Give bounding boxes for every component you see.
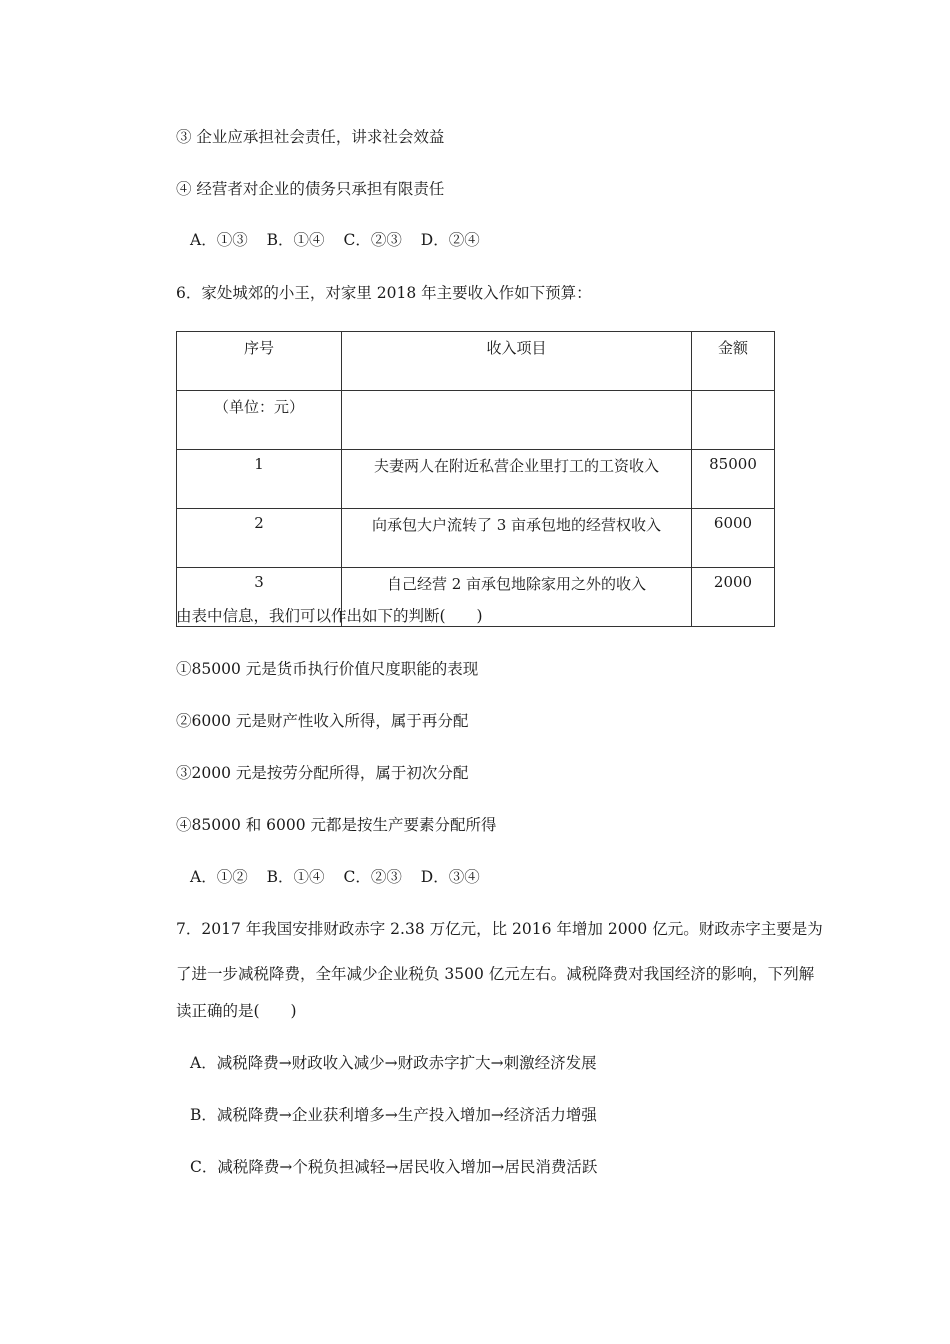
empty-cell xyxy=(692,391,775,450)
q6-option-c: C．②③ xyxy=(343,868,402,886)
header-amount: 金额 xyxy=(692,332,775,391)
q6-option-b: B．①④ xyxy=(266,868,325,886)
q6-stem: 6．家处城郊的小王，对家里 2018 年主要收入作如下预算： xyxy=(176,284,592,302)
q6-options xyxy=(190,866,494,888)
q5-option-c: C．②③ xyxy=(343,231,402,249)
cell-serial: 3 xyxy=(177,568,342,627)
q6-statement-4: ④85000 和 6000 元都是按生产要素分配所得 xyxy=(176,816,497,834)
table-row xyxy=(177,450,775,509)
q7-stem-line-3: 读正确的是( ) xyxy=(176,1002,297,1020)
q6-question: 由表中信息，我们可以作出如下的判断( ) xyxy=(176,607,483,625)
table-header-row xyxy=(177,332,775,391)
cell-item: 向承包大户流转了 3 亩承包地的经营权收入 xyxy=(342,509,692,568)
cell-serial: 1 xyxy=(177,450,342,509)
q5-statement-4: ④ 经营者对企业的债务只承担有限责任 xyxy=(176,180,445,198)
cell-amount: 85000 xyxy=(692,450,775,509)
q7-stem-line-2: 了进一步减税降费，全年减少企业税负 3500 亿元左右。减税降费对我国经济的影响，下列解 xyxy=(176,965,815,983)
income-budget-table xyxy=(176,331,775,627)
q6-statement-1: ①85000 元是货币执行价值尺度职能的表现 xyxy=(176,660,479,678)
q5-options xyxy=(190,229,494,251)
q5-statement-3: ③ 企业应承担社会责任，讲求社会效益 xyxy=(176,128,445,146)
q7-option-a: A．减税降费→财政收入减少→财政赤字扩大→刺激经济发展 xyxy=(190,1054,597,1072)
cell-item: 自己经营 2 亩承包地除家用之外的收入 xyxy=(342,568,692,627)
empty-cell xyxy=(342,391,692,450)
q6-statement-3: ③2000 元是按劳分配所得，属于初次分配 xyxy=(176,764,469,782)
q5-option-d: D．②④ xyxy=(420,231,480,249)
q6-statement-2: ②6000 元是财产性收入所得，属于再分配 xyxy=(176,712,469,730)
q7-stem-line-1: 7．2017 年我国安排财政赤字 2.38 万亿元，比 2016 年增加 2000 亿元。财政赤字主要是为 xyxy=(176,920,823,938)
cell-amount: 6000 xyxy=(692,509,775,568)
q6-option-a: A．①② xyxy=(190,868,248,886)
q5-option-b: B．①④ xyxy=(266,231,325,249)
q6-option-d: D．③④ xyxy=(420,868,480,886)
cell-item: 夫妻两人在附近私营企业里打工的工资收入 xyxy=(342,450,692,509)
table-row xyxy=(177,509,775,568)
table-row xyxy=(177,391,775,450)
header-serial: 序号 xyxy=(177,332,342,391)
cell-amount: 2000 xyxy=(692,568,775,627)
q7-option-c: C．减税降费→个税负担减轻→居民收入增加→居民消费活跃 xyxy=(190,1158,598,1176)
q5-option-a: A．①③ xyxy=(190,231,248,249)
q7-option-b: B．减税降费→企业获利增多→生产投入增加→经济活力增强 xyxy=(190,1106,597,1124)
unit-cell: （单位：元） xyxy=(177,391,342,450)
header-item: 收入项目 xyxy=(342,332,692,391)
cell-serial: 2 xyxy=(177,509,342,568)
